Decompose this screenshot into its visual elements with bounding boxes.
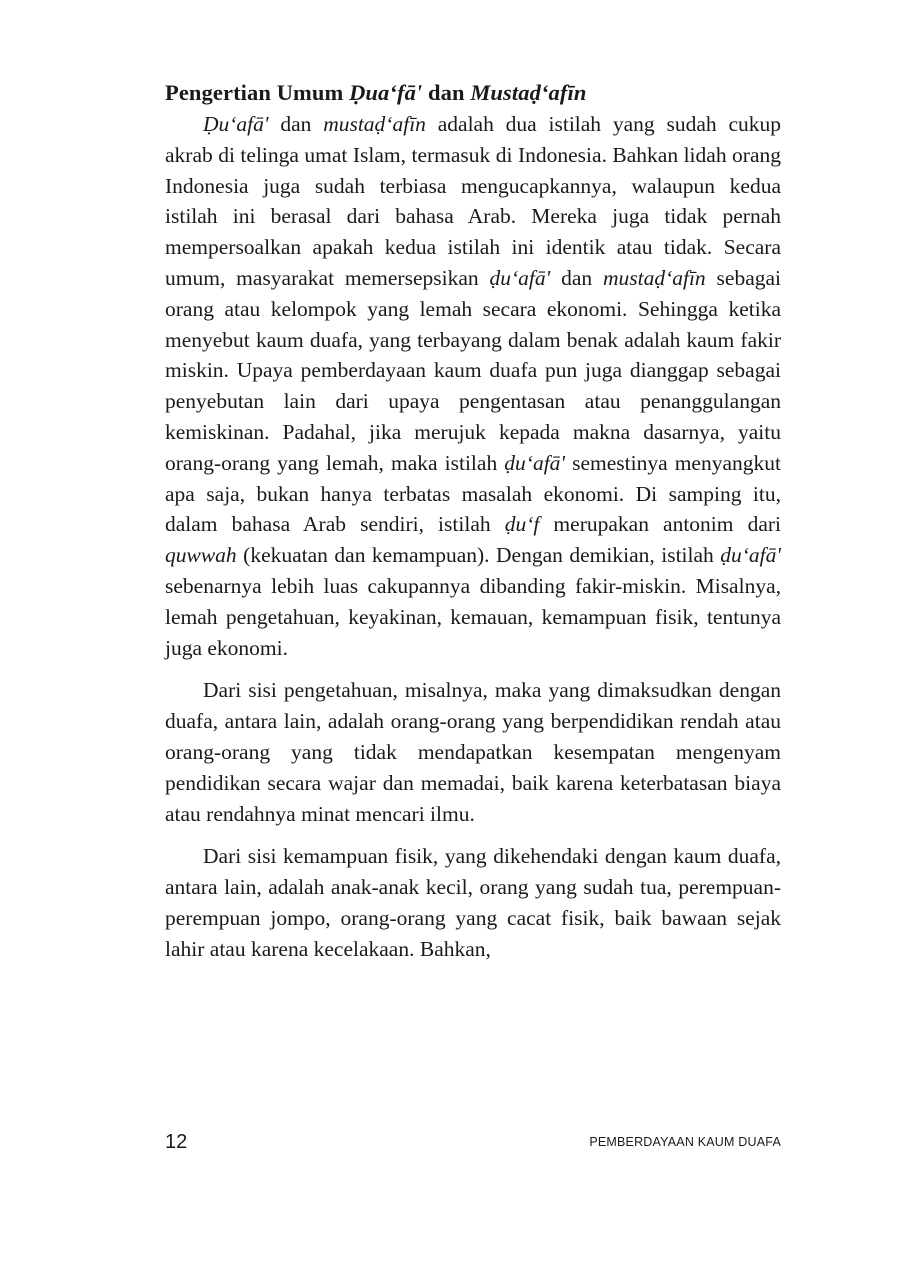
page-footer (165, 1130, 781, 1154)
paragraph-segment: ḍuʻafāʹ (504, 450, 566, 475)
paragraph-segment: mustaḍʻafīn (602, 265, 706, 290)
paragraph-segment: dan (268, 112, 324, 136)
paragraph-segment: adalah dua istilah yang sudah cukup akrab di telinga umat Islam, termasuk di Indonesia. Bahkan lidah orang Indonesia juga sudah terbiasa mengucapkannya, walaupun kedua istilah ini berasal dari bahasa Arab. Mereka juga tidak pernah mempersoalkan apakah kedua istilah ini identik atau tidak. Secara umum, masyarakat memersepsikan (165, 112, 781, 290)
paragraph-1 (165, 109, 781, 663)
paragraph-segment: ḍuʻf (504, 512, 540, 537)
paragraph-segment: quwwah (165, 543, 237, 568)
heading-text: Pengertian Umum (165, 80, 350, 105)
paragraph-segment: mustaḍʻafīn (323, 112, 426, 136)
heading-term-mustadafin: Mustaḍʻafīn (470, 80, 587, 105)
paragraph-segment: merupakan antonim dari (539, 512, 782, 537)
paragraph-2 (165, 675, 781, 829)
paragraph-3 (165, 841, 781, 964)
paragraph-segment: Dari sisi pengetahuan, misalnya, maka yang dimaksudkan dengan duafa, antara lain, adalah orang-orang yang berpendidikan rendah atau orang-orang yang tidak mendapatkan kesempatan mengenyam pendidikan secara wajar dan memadai, baik karena keterbatasan biaya atau rendahnya minat mencari ilmu. (165, 678, 781, 826)
section-heading (165, 78, 781, 108)
paragraph-segment: (kekuatan dan kemampuan). Dengan demikian, istilah (236, 543, 721, 568)
paragraph-segment: sebenarnya lebih luas cakupannya dibanding fakir-miskin. Misalnya, lemah pengetahuan, keyakinan, kemauan, kemampuan fisik, tentunya juga ekonomi. (165, 573, 781, 660)
paragraph-segment: Dari sisi kemampuan fisik, yang dikehendaki dengan kaum duafa, antara lain, adalah anak-anak kecil, orang yang sudah tua, perempuan-perempuan jompo, orang-orang yang cacat fisik, baik bawaan sejak lahir atau karena kecelakaan. Bahkan, (165, 844, 781, 961)
paragraph-segment: dan (550, 265, 603, 290)
paragraph-segment: semestinya menyangkut apa saja, bukan hanya terbatas masalah ekonomi. Di samping itu, dalam bahasa Arab sendiri, istilah (165, 450, 781, 537)
paragraph-segment: ḍuʻafāʹ (720, 543, 781, 568)
paragraph-segment: ḍuʻafāʹ (489, 265, 551, 290)
heading-conjunction: dan (422, 80, 471, 105)
paragraph-segment: Ḍuʻafāʹ (203, 112, 269, 136)
heading-term-duafa: Ḍuaʻfāʹ (349, 80, 423, 105)
page-number: 12 (165, 1131, 188, 1153)
page-body (165, 78, 781, 965)
running-title: PEMBERDAYAAN KAUM DUAFA (589, 1135, 781, 1149)
paragraph-segment: sebagai orang atau kelompok yang lemah secara ekonomi. Sehingga ketika menyebut kaum duafa, yang terbayang dalam benak adalah kaum fakir miskin. Upaya pemberdayaan kaum duafa pun juga dianggap sebagai penyebutan lain dari upaya pengentasan atau penanggulangan kemiskinan. Padahal, jika merujuk kepada makna dasarnya, yaitu orang-orang yang lemah, maka istilah (165, 265, 781, 475)
